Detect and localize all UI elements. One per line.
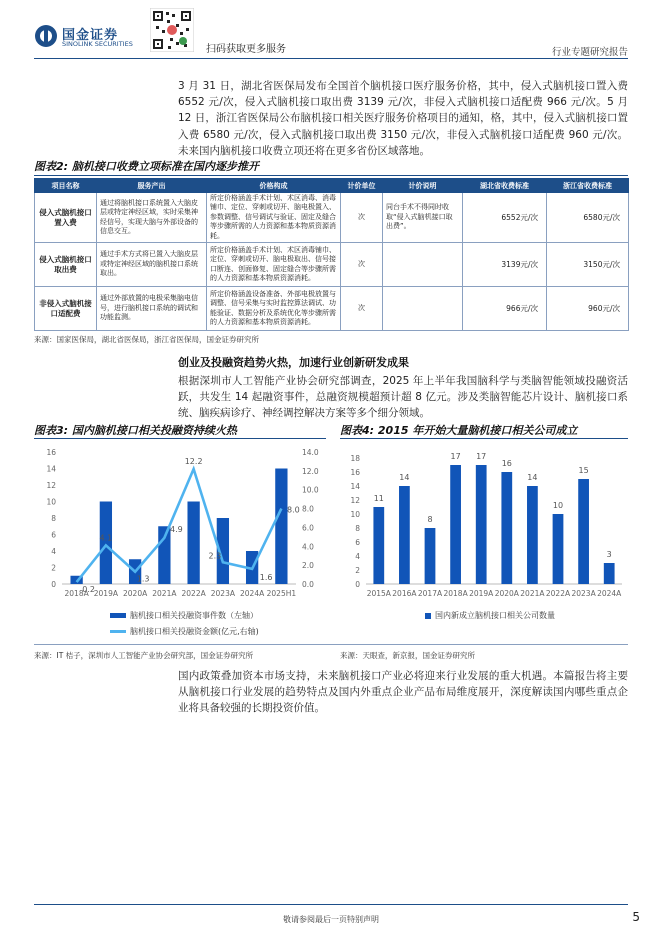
unit: 次 (341, 243, 383, 287)
chart3-plot (34, 444, 326, 604)
x-tick-label: 2015A (366, 589, 391, 598)
scan-text: 扫码获取更多服务 (206, 44, 286, 55)
pricing-note (383, 243, 463, 287)
logo-mark-icon (34, 24, 58, 48)
chart4-title: 图表4: 2015 年开始大量脑机接口相关公司成立 (340, 424, 578, 437)
price-composition: 所定价格涵盖手术计划、术区消毒、消毒铺巾、定位、穿刺或切开、脑电极置入、参数调整、信号调试与验证、固定及缝合等步骤所需的人力资源和基本物质资源消耗。 (207, 193, 341, 243)
intro-paragraph: 3 月 31 日，湖北省医保局发布全国首个脑机接口医疗服务价格，其中，侵入式脑机接口置入费 6552 元/次，侵入式脑机接口取出费 3139 元/次，非侵入式脑机接口适配费 966 元/次。5 月 12 日，浙江省医保局公布脑机接口相关医疗服务价格项目的通知，格，其中，侵入式脑机接口置入费 6580 元/次，侵入式脑机接口取出费 3150 元/次，非侵入式脑机接口适配费 960 元/次。未来国内脑机接口收费立项还将在更多省份区域落地。 (178, 80, 628, 157)
table-header: 计价说明 (383, 179, 463, 193)
data-label: 2.3 (208, 551, 222, 561)
hubei-price: 6552元/次 (463, 193, 547, 243)
y-tick-label: 12 (350, 496, 360, 505)
legend-bar-swatch (110, 613, 126, 618)
page-number: 5 (632, 910, 640, 924)
x-tick-label: 2019A (93, 589, 118, 598)
qr-code-icon[interactable] (150, 8, 194, 52)
y-right-tick-label: 2.0 (302, 561, 314, 571)
chart4-source: 来源：天眼查，新京报，国金证券研究所 (340, 651, 475, 660)
pricing-note (383, 287, 463, 331)
table-header: 服务产出 (97, 179, 207, 193)
legend-line-swatch (110, 630, 126, 633)
bar (275, 469, 287, 585)
hubei-price: 966元/次 (463, 287, 547, 331)
bar (578, 479, 589, 584)
x-tick-label: 2024A (240, 589, 265, 598)
pricing-note: 同台手术不得同时收取“侵入式脑机接口取出费”。 (383, 193, 463, 243)
table-row (35, 193, 629, 243)
chart4-legend (425, 610, 555, 621)
y-left-tick-label: 6 (51, 530, 56, 540)
data-label: 1.3 (136, 574, 150, 584)
figure2-rule (34, 175, 628, 176)
table-header: 计价单位 (341, 179, 383, 193)
unit: 次 (341, 193, 383, 243)
service-output: 通过手术方式将已置入大脑皮层或特定神经区域的脑机接口系统取出。 (97, 243, 207, 287)
chart3-legend-bar (110, 610, 258, 621)
chart3-title: 图表3: 国内脑机接口相关投融资持续火热 (34, 424, 237, 437)
y-right-tick-label: 4.0 (302, 542, 314, 552)
y-right-tick-label: 14.0 (302, 448, 319, 457)
x-tick-label: 2017A (417, 589, 443, 598)
y-left-tick-label: 2 (51, 563, 56, 573)
bar (501, 472, 512, 584)
x-tick-label: 2021A (520, 589, 545, 598)
y-tick-label: 2 (355, 566, 360, 575)
chart3-rule (34, 438, 326, 439)
hubei-price: 3139元/次 (463, 243, 547, 287)
table-source: 来源：国家医保局，湖北省医保局，浙江省医保局，国金证券研究所 (34, 335, 259, 344)
x-tick-label: 2023A (210, 589, 235, 598)
legend-label: 脑机接口相关投融资金额(亿元,右轴) (130, 627, 259, 636)
y-left-tick-label: 12 (46, 481, 56, 490)
pricing-table (34, 178, 629, 331)
y-tick-label: 10 (350, 510, 360, 519)
bar (476, 465, 487, 584)
x-tick-label: 2020A (123, 589, 148, 598)
y-right-tick-label: 10.0 (302, 485, 319, 495)
company-logo (34, 22, 144, 52)
price-composition: 所定价格涵盖手术计划、术区消毒铺巾、定位、穿刺或切开、脑电极取出、信号接口断连、创面修复、固定缝合等步骤所需的人力资源和基本物质资源消耗。 (207, 243, 341, 287)
item-name: 侵入式脑机接口取出费 (35, 243, 97, 287)
table-header: 湖北省收费标准 (463, 179, 547, 193)
table-row (35, 243, 629, 287)
y-right-tick-label: 8.0 (302, 504, 314, 514)
data-label: 8 (427, 515, 433, 524)
legend-label: 国内新成立脑机接口相关公司数量 (435, 611, 555, 620)
bar (450, 465, 461, 584)
y-tick-label: 4 (355, 552, 360, 561)
logo-subtext: SINOLINK SECURITIES (62, 40, 133, 48)
data-label: 1.6 (259, 572, 273, 582)
x-tick-label: 2020A (494, 589, 519, 598)
x-tick-label: 2025H1 (266, 589, 297, 598)
data-label: 14 (399, 473, 410, 482)
table-header-row (35, 179, 629, 193)
zhejiang-price: 6580元/次 (547, 193, 629, 243)
data-label: 14 (527, 473, 538, 482)
y-left-tick-label: 0 (51, 580, 56, 589)
data-label: 15 (578, 466, 589, 475)
x-tick-label: 2024A (597, 589, 622, 598)
zhejiang-price: 960元/次 (547, 287, 629, 331)
footer-disclaimer: 敬请参阅最后一页特别声明 (283, 915, 379, 924)
y-left-tick-label: 16 (46, 448, 56, 457)
y-tick-label: 8 (355, 524, 360, 533)
service-output: 通过将脑机接口系统置入大脑皮层或特定神经区域，实时采集神经信号，实现大脑与外部设备的信息交互。 (97, 193, 207, 243)
x-tick-label: 2019A (469, 589, 494, 598)
item-name: 侵入式脑机接口置入费 (35, 193, 97, 243)
zhejiang-price: 3150元/次 (547, 243, 629, 287)
data-label: 4.9 (170, 524, 183, 534)
y-right-tick-label: 12.0 (302, 466, 319, 476)
bar (604, 563, 615, 584)
chart3-legend-line (110, 626, 259, 637)
unit: 次 (341, 287, 383, 331)
header-divider (34, 58, 628, 59)
bar (373, 507, 384, 584)
bar (187, 502, 199, 585)
section-subheading: 创业及投融资趋势火热，加速行业创新研发成果 (178, 356, 409, 369)
data-label: 12.2 (184, 456, 203, 466)
table-header: 浙江省收费标准 (547, 179, 629, 193)
bar (425, 528, 436, 584)
logo-text: 国金证券 (62, 28, 119, 43)
data-label: 17 (450, 452, 461, 461)
y-tick-label: 14 (350, 482, 360, 491)
y-left-tick-label: 4 (51, 547, 56, 556)
y-tick-label: 0 (355, 580, 360, 589)
bar (553, 514, 564, 584)
bar (100, 502, 112, 585)
legend-bar-swatch (425, 613, 431, 619)
x-tick-label: 2021A (152, 589, 177, 598)
y-left-tick-label: 14 (46, 464, 56, 474)
data-label: 10 (552, 501, 564, 510)
x-tick-label: 2023A (571, 589, 596, 598)
x-tick-label: 2018A (64, 589, 89, 598)
y-tick-label: 6 (355, 538, 360, 547)
report-type-label: 行业专题研究报告 (551, 47, 628, 58)
y-tick-label: 16 (350, 468, 360, 477)
item-name: 非侵入式脑机接口适配费 (35, 287, 97, 331)
x-tick-label: 2018A (443, 589, 468, 598)
data-label: 3 (606, 550, 612, 559)
table-row (35, 287, 629, 331)
data-label: 17 (476, 452, 487, 461)
legend-label: 脑机接口相关投融资事件数（左轴） (130, 611, 258, 620)
x-tick-label: 2022A (545, 589, 571, 598)
chart3-source: 来源：IT 桔子，深圳市人工智能产业协会研究部，国金证券研究所 (34, 651, 254, 660)
data-label: 8.0 (287, 505, 300, 515)
data-label: 16 (501, 459, 512, 468)
paragraph-2: 根据深圳市人工智能产业协会研究部调查，2025 年上半年我国脑科学与类脑智能领域投融资活跃，共发生 14 起融资事件，总融资规模超预计超 8 亿元。涉及类脑智能芯片设计、脑机接口系统、脑疾病诊疗、神经调控解决方案等多个细分领域。 (178, 375, 628, 420)
bar (527, 486, 538, 584)
x-tick-label: 2022A (181, 589, 206, 598)
data-label: 11 (373, 494, 384, 503)
table-header: 价格构成 (207, 179, 341, 193)
chart4-plot (340, 444, 628, 604)
data-label: 0.2 (82, 585, 95, 595)
service-output: 通过外部放置的电极采集脑电信号，进行脑机接口系统的调试和功能监测。 (97, 287, 207, 331)
data-label: 4.1 (99, 533, 113, 543)
price-composition: 所定价格涵盖设备准备、外部电极放置与调整、信号采集与实时监控算法调试、功能验证、数据分析及系统优化等步骤所需的人力资源和基本物质资源消耗。 (207, 287, 341, 331)
y-right-tick-label: 0.0 (302, 580, 314, 589)
y-tick-label: 18 (350, 454, 360, 463)
chart4-rule (340, 438, 628, 439)
y-left-tick-label: 8 (51, 514, 56, 523)
y-left-tick-label: 10 (46, 497, 56, 507)
figure2-title: 图表2: 脑机接口收费立项标准在国内逐步推开 (34, 160, 259, 173)
table-header: 项目名称 (35, 179, 97, 193)
bar (399, 486, 410, 584)
paragraph-3: 国内政策叠加资本市场支持，未来脑机接口产业必将迎来行业发展的重大机遇。本篇报告将主要从脑机接口行业发展的趋势特点及国内外重点企业产品布局维度展开，深度解读国内哪些重点企业将具备较强的长期投资价值。 (178, 670, 628, 715)
y-right-tick-label: 6.0 (302, 523, 314, 533)
chart-bottom-rule (34, 644, 628, 645)
x-tick-label: 2016A (392, 589, 417, 598)
footer-divider (34, 904, 628, 905)
